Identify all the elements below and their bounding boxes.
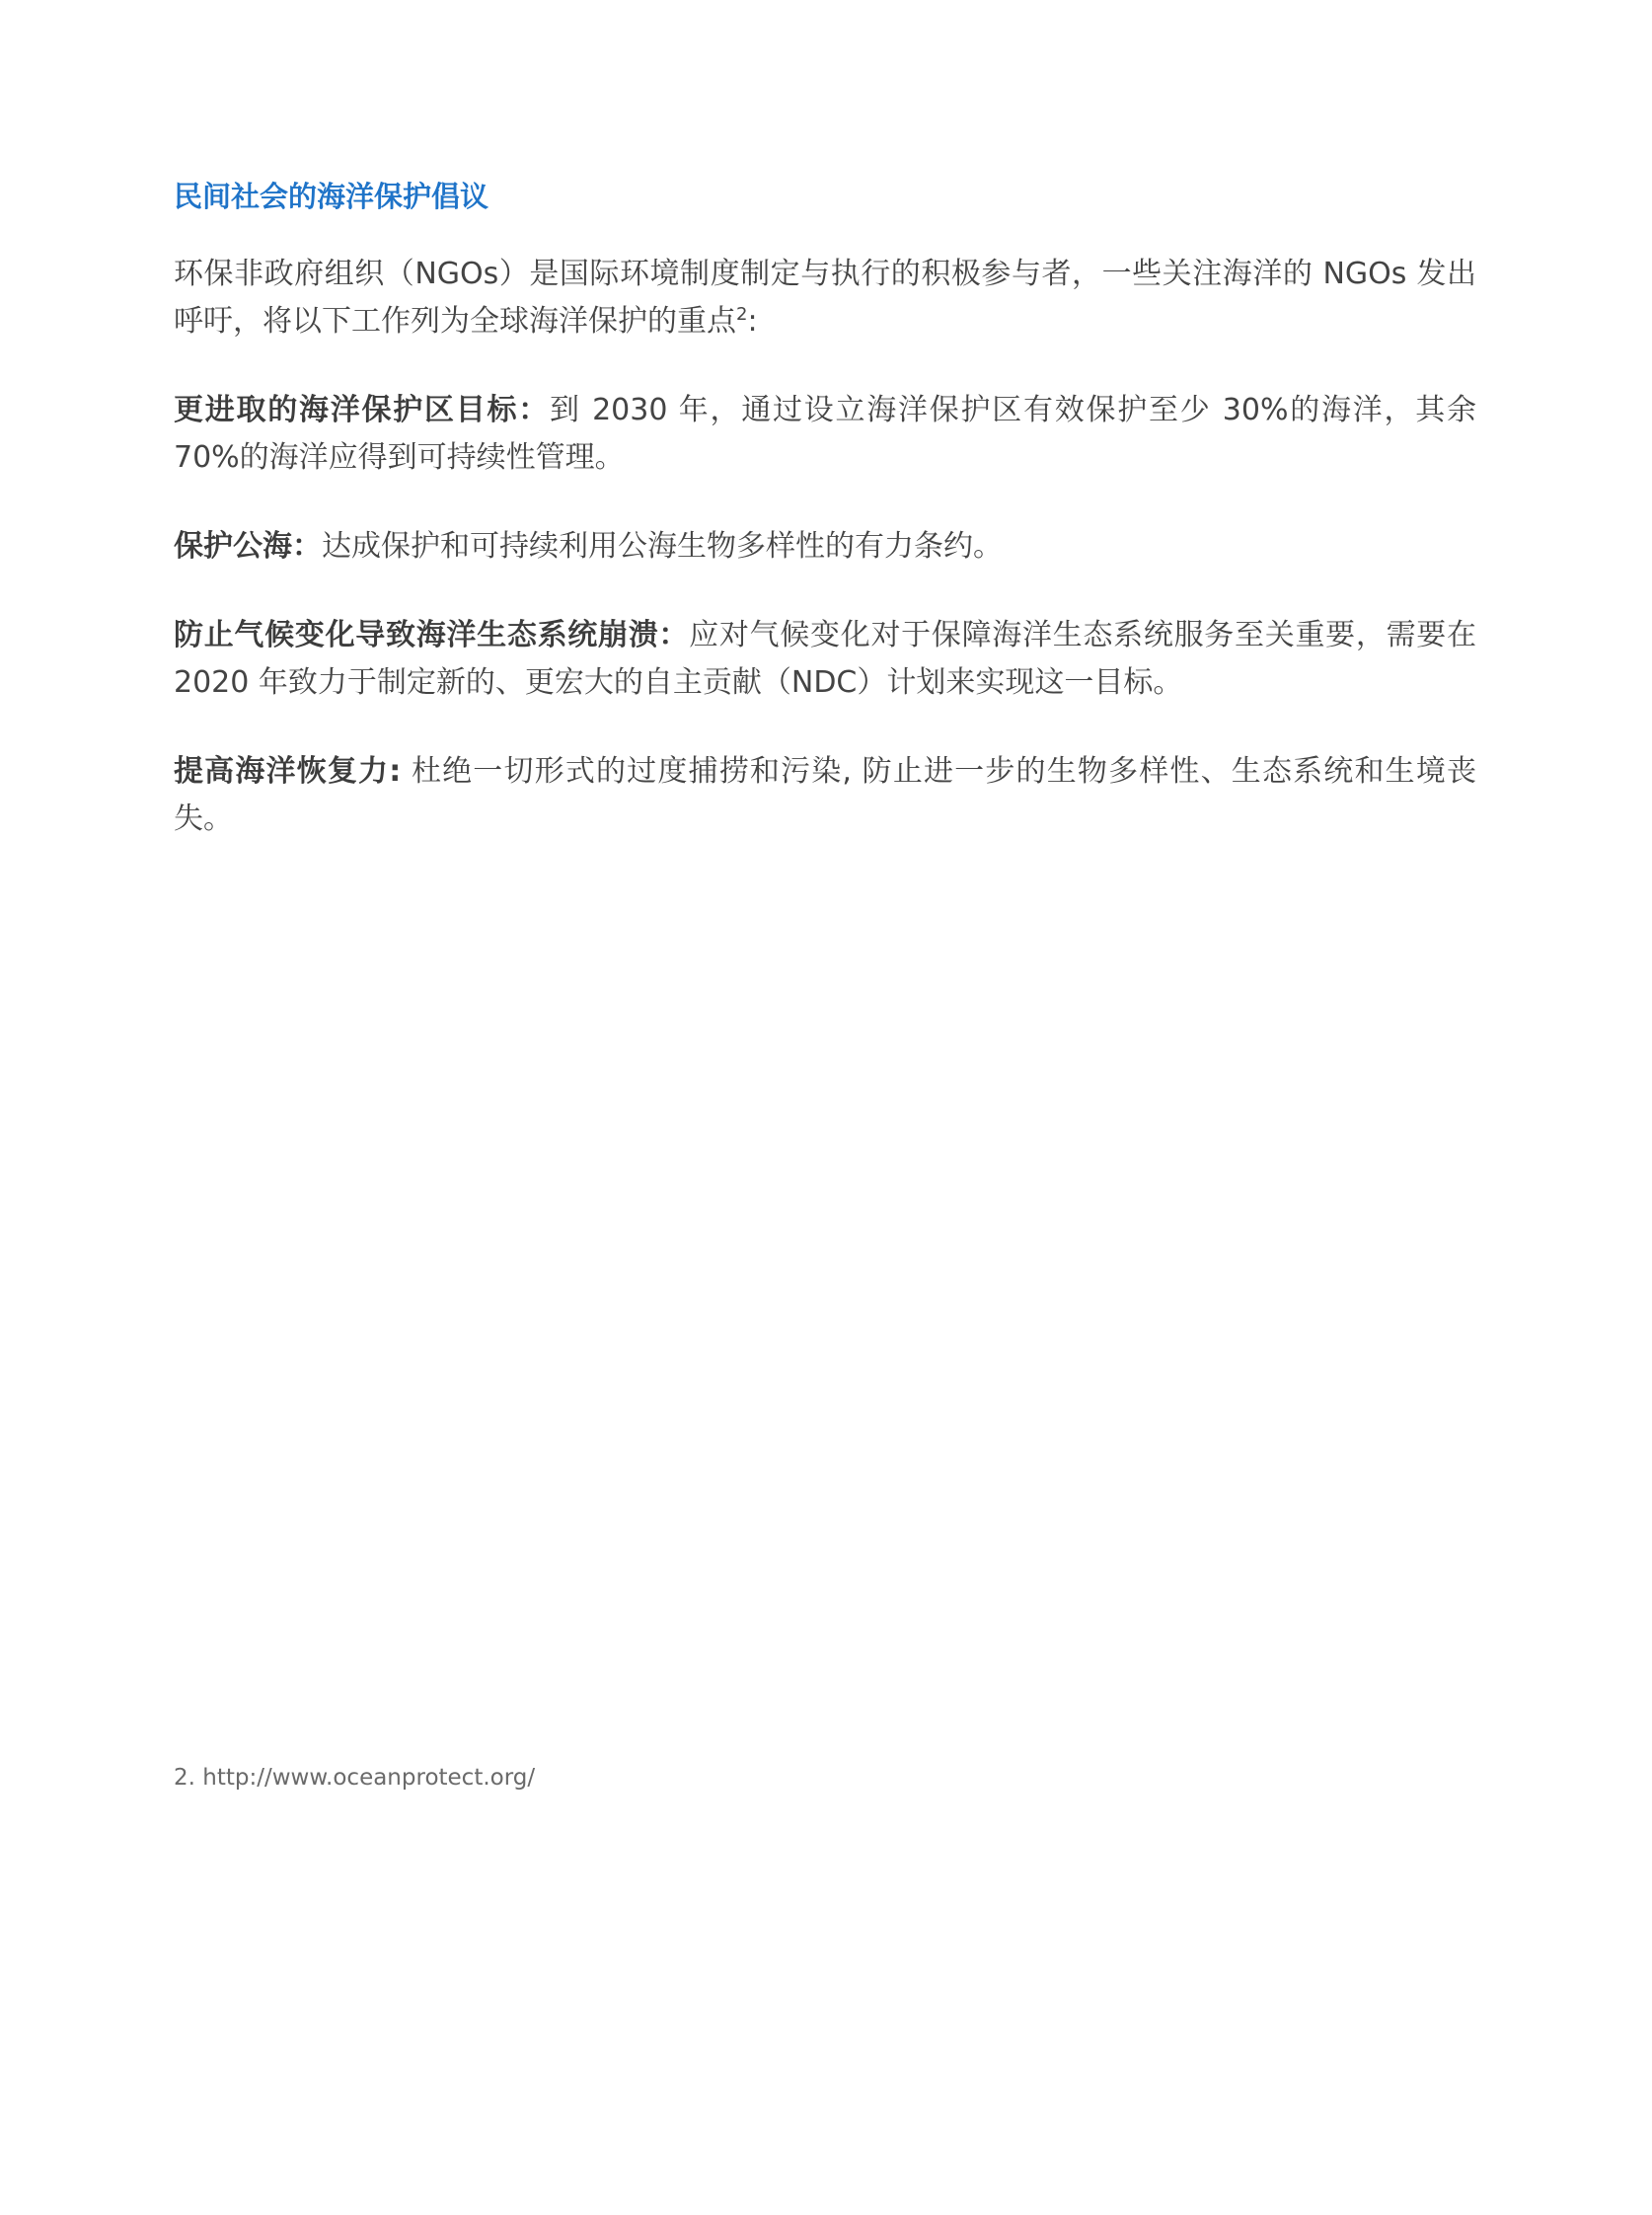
priority-item-high-seas <box>174 523 1476 571</box>
main-content <box>174 176 1476 884</box>
priority-lead: 防止气候变化导致海洋生态系统崩溃： <box>174 618 690 652</box>
intro-tail: : <box>747 304 758 339</box>
section-heading: 民间社会的海洋保护倡议 <box>174 180 489 213</box>
priority-item-climate <box>174 612 1476 707</box>
priority-item-resilience <box>174 748 1476 843</box>
intro-text: 环保非政府组织（NGOs）是国际环境制度制定与执行的积极参与者，一些关注海洋的 NGOs 发出呼吁，将以下工作列为全球海洋保护的重点 <box>174 257 1476 339</box>
footnote-reference[interactable]: 2 <box>736 304 748 325</box>
footnote[interactable]: 2. http://www.oceanprotect.org/ <box>174 1765 536 1791</box>
intro-paragraph <box>174 251 1476 345</box>
priority-lead: 保护公海： <box>174 529 322 564</box>
priority-item-mpa-targets <box>174 387 1476 482</box>
priority-text: 达成保护和可持续利用公海生物多样性的有力条约。 <box>322 529 1003 564</box>
priority-lead: 提高海洋恢复力: <box>174 754 402 789</box>
priority-text: 应对气候变化对于保障海洋生态系统服务至关重要，需要在 2020 年致力于制定新的、更宏大的自主贡献（NDC）计划来实现这一目标。 <box>174 618 1477 700</box>
priority-text: 杜绝一切形式的过度捕捞和污染, 防止进一步的生物多样性、生态系统和生境丧失。 <box>174 754 1477 836</box>
priority-text: 到 2030 年，通过设立海洋保护区有效保护至少 30%的海洋，其余 70%的海洋应得到可持续性管理。 <box>174 393 1477 475</box>
priority-lead: 更进取的海洋保护区目标： <box>174 393 551 427</box>
